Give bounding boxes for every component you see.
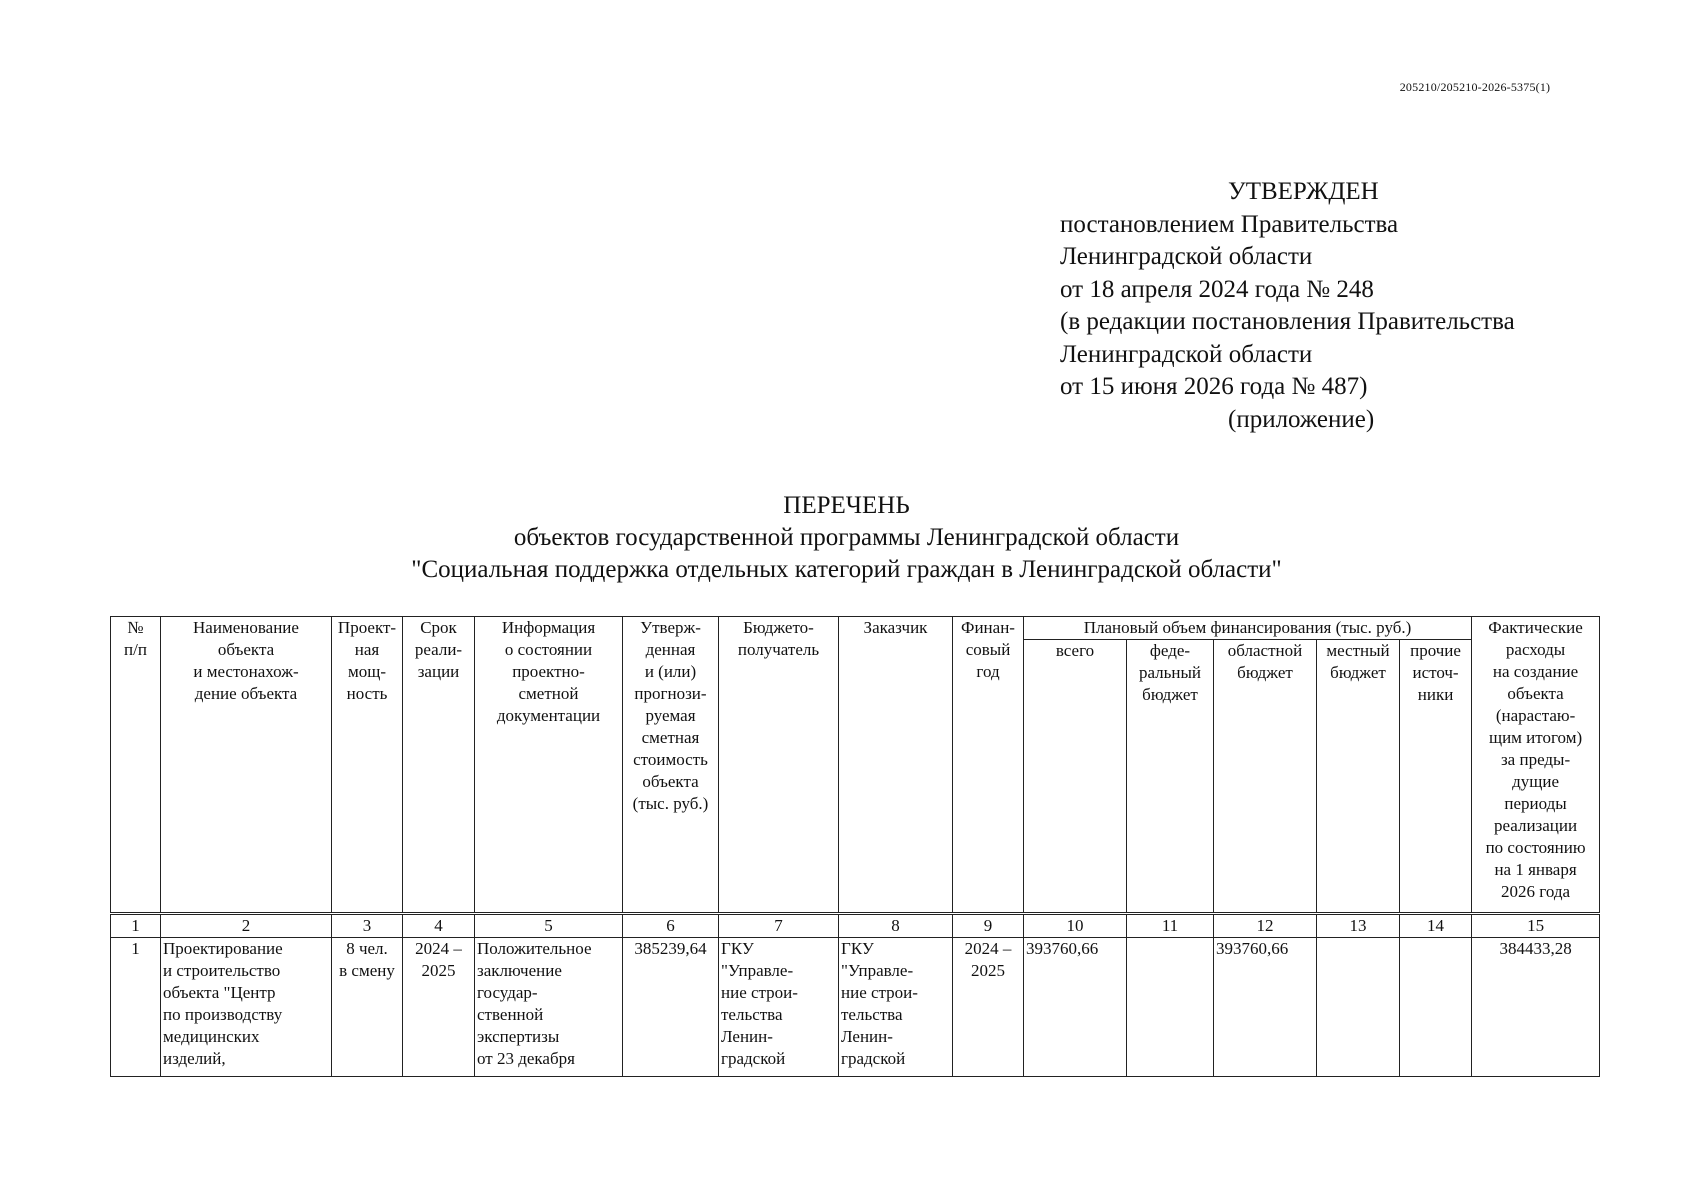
table-header-row	[111, 617, 1600, 640]
header-federal: феде- ральный бюджет	[1127, 640, 1214, 914]
cell-recipient: ГКУ "Управле- ние строи- тельства Ленин- градской	[719, 938, 839, 1077]
column-number: 1	[111, 914, 161, 938]
column-number: 2	[161, 914, 332, 938]
cell-actual: 384433,28	[1472, 938, 1600, 1077]
approval-line: постановлением Правительства	[1060, 210, 1399, 238]
column-number: 4	[403, 914, 475, 938]
cell-docs-info: Положительное заключение государ- ственной экспертизы от 23 декабря	[475, 938, 623, 1077]
header-actual: Фактические расходы на создание объекта (нарастаю- щим итогом) за преды- дущие периоды реализации по состоянию на 1 января 2026 года	[1472, 617, 1600, 914]
column-number: 15	[1472, 914, 1600, 938]
cell-local	[1317, 938, 1400, 1077]
header-customer: Заказчик	[839, 617, 953, 914]
header-total: всего	[1024, 640, 1127, 914]
cell-name: Проектирование и строительство объекта "Центр по производству медицинских изделий,	[161, 938, 332, 1077]
header-term: Срок реали- зации	[403, 617, 475, 914]
heading-program-name: "Социальная поддержка отдельных категорий граждан в Ленинградской области"	[411, 556, 1282, 583]
header-capacity: Проект- ная мощ- ность	[332, 617, 403, 914]
approval-line: Ленинградской области	[1060, 243, 1313, 270]
column-number: 8	[839, 914, 953, 938]
header-name: Наименование объекта и местонахож- дение объекта	[161, 617, 332, 914]
column-number: 14	[1400, 914, 1472, 938]
approval-title: УТВЕРЖДЕН	[1228, 178, 1379, 205]
header-num: № п/п	[111, 617, 161, 914]
column-number: 11	[1127, 914, 1214, 938]
header-cost: Утверж- денная и (или) прогнози- руемая сметная стоимость объекта (тыс. руб.)	[623, 617, 719, 914]
objects-table	[110, 616, 1600, 1077]
column-number: 10	[1024, 914, 1127, 938]
header-local: местный бюджет	[1317, 640, 1400, 914]
document-registration-number: 205210/205210-2026-5375(1)	[1399, 80, 1551, 94]
cell-term: 2024 – 2025	[403, 938, 475, 1077]
header-fin-year: Финан- совый год	[953, 617, 1024, 914]
heading-title: ПЕРЕЧЕНЬ	[783, 492, 910, 519]
column-number: 12	[1214, 914, 1317, 938]
table-row	[111, 938, 1600, 1077]
header-recipient: Бюджето- получатель	[719, 617, 839, 914]
column-number: 13	[1317, 914, 1400, 938]
cell-fin-year: 2024 – 2025	[953, 938, 1024, 1077]
column-number: 9	[953, 914, 1024, 938]
header-regional: областной бюджет	[1214, 640, 1317, 914]
approval-appendix-note: (приложение)	[1228, 405, 1375, 433]
approval-line: от 18 апреля 2024 года № 248	[1060, 275, 1374, 303]
header-planned-group: Плановый объем финансирования (тыс. руб.)	[1024, 617, 1472, 640]
column-number: 7	[719, 914, 839, 938]
column-number: 6	[623, 914, 719, 938]
cell-capacity: 8 чел. в смену	[332, 938, 403, 1077]
cell-num: 1	[111, 938, 161, 1077]
header-other: прочие источ- ники	[1400, 640, 1472, 914]
cell-other	[1400, 938, 1472, 1077]
heading-subtitle: объектов государственной программы Ленинградской области	[513, 524, 1180, 551]
cell-customer: ГКУ "Управле- ние строи- тельства Ленин- градской	[839, 938, 953, 1077]
cell-cost: 385239,64	[623, 938, 719, 1077]
approval-stamp-block	[1060, 176, 1580, 436]
cell-federal	[1127, 938, 1214, 1077]
approval-line: Ленинградской области	[1060, 340, 1313, 368]
column-number: 5	[475, 914, 623, 938]
cell-regional: 393760,66	[1214, 938, 1317, 1077]
document-heading	[0, 490, 1693, 586]
approval-line: (в редакции постановления Правительства	[1060, 308, 1515, 335]
column-number-row	[111, 914, 1600, 938]
column-number: 3	[332, 914, 403, 938]
approval-line: от 15 июня 2026 года № 487)	[1060, 373, 1368, 400]
cell-total: 393760,66	[1024, 938, 1127, 1077]
header-docs-info: Информация о состоянии проектно- сметной документации	[475, 617, 623, 914]
